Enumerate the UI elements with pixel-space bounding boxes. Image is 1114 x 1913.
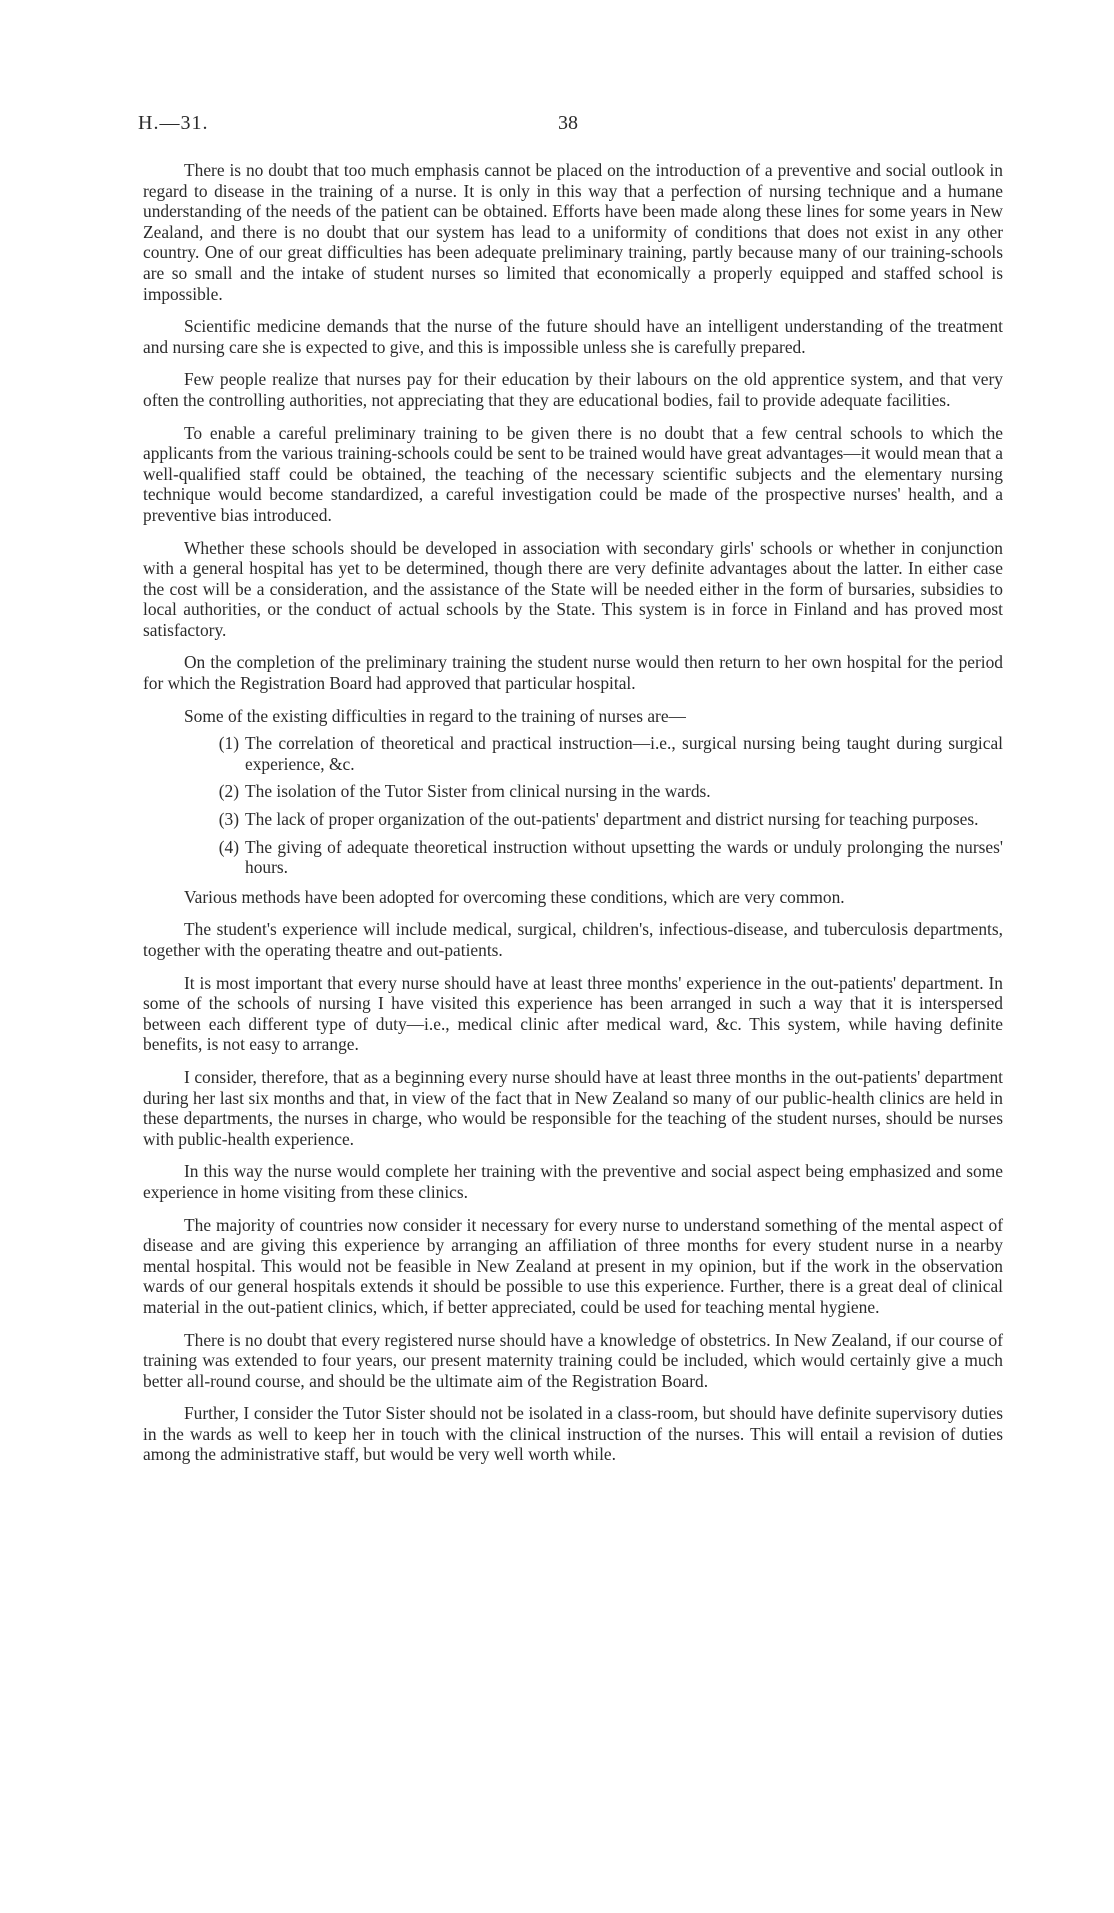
- document-reference: H.—31.: [138, 112, 209, 134]
- list-item-number: (3): [218, 809, 239, 830]
- list-item-text: The isolation of the Tutor Sister from clinical nursing in the wards.: [245, 781, 711, 802]
- list-item: [143, 809, 1003, 830]
- paragraph-mental-aspect: The majority of countries now consider it necessary for every nurse to understand something of the mental aspect of disease and are giving this experience by arranging an affiliation of three months for every student nurse in a nearby mental hospital. This would not be feasible in New Zealand at present in my opinion, but if the work in the observation wards of our general hospitals extends it should be possible to use this experience. Further, there is a great deal of clinical material in the out-patient clinics, which, if better appreciated, could be used for teaching mental hygiene.: [143, 1214, 1003, 1317]
- page-header: [138, 112, 998, 142]
- paragraph-student-experience: The student's experience will include medical, surgical, children's, infectious-disease, and tuberculosis departments, together with the operating theatre and out-patients.: [143, 919, 1003, 960]
- paragraph-completion-preliminary: On the completion of the preliminary training the student nurse would then return to her own hospital for the period for which the Registration Board had approved that particular hospital.: [143, 652, 1003, 694]
- page-number: 38: [558, 112, 578, 134]
- paragraph-preventive-aspect: In this way the nurse would complete her training with the preventive and social aspect being emphasized and some experience in home visiting from these clinics.: [143, 1161, 1003, 1202]
- difficulties-list: [143, 733, 1003, 878]
- paragraph-various-methods: Various methods have been adopted for overcoming these conditions, which are very common.: [184, 886, 845, 907]
- paragraph-difficulties-intro: Some of the existing difficulties in regard to the training of nurses are—: [184, 705, 686, 726]
- list-item: [143, 733, 1003, 774]
- paragraph-preventive-outlook: There is no doubt that too much emphasis cannot be placed on the introduction of a preventive and social outlook in regard to disease in the training of a nurse. It is only in this way that a perfection of nursing technique and a humane understanding of the needs of the patient can be obtained. Efforts have been made along these lines for some years in New Zealand, and there is no doubt that our system has lead to a uniformity of conditions that does not exist in any other country. One of our great difficulties has been adequate preliminary training, partly because many of our training-schools are so small and the intake of student nurses so limited that economically a properly equipped and staffed school is impossible.: [143, 160, 1003, 304]
- paragraph-obstetrics: There is no doubt that every registered nurse should have a knowledge of obstetrics. In New Zealand, if our course of training was extended to four years, our present maternity training could be included, which would certainly give a much better all-round course, and should be the ultimate aim of the Registration Board.: [143, 1329, 1003, 1391]
- list-item-text: The lack of proper organization of the out-patients' department and district nursing for teaching purposes.: [245, 809, 979, 830]
- paragraph-apprentice-system: Few people realize that nurses pay for their education by their labours on the old apprentice system, and that very often the controlling authorities, not appreciating that they are educational bodies, fail to provide adequate facilities.: [143, 369, 1003, 410]
- list-item: [143, 781, 1003, 802]
- list-item-text: The giving of adequate theoretical instruction without upsetting the wards or unduly prolonging the nurses' hours.: [245, 836, 1003, 878]
- paragraph-tutor-sister: Further, I consider the Tutor Sister should not be isolated in a class-room, but should have definite supervisory duties in the wards as well to keep her in touch with the clinical instruction of the nurses. This will entail a revision of duties among the administrative staff, but would be very well worth while.: [143, 1403, 1003, 1465]
- list-item-text: The correlation of theoretical and practical instruction—i.e., surgical nursing being taught during surgical experience, &c.: [245, 733, 1003, 774]
- list-item-number: (2): [218, 781, 239, 802]
- paragraph-out-patients-experience: It is most important that every nurse should have at least three months' experience in the out-patients' department. In some of the schools of nursing I have visited this experience has been arranged in such a way that it is interspersed between each different type of duty—i.e., medical clinic after medical ward, &c. This system, while having definite benefits, is not easy to arrange.: [143, 972, 1003, 1055]
- list-item-number: (4): [218, 836, 239, 857]
- paragraph-central-schools: To enable a careful preliminary training to be given there is no doubt that a few central schools to which the applicants from the various training-schools could be sent to be trained would have great advantages—it would mean that a well-qualified staff could be obtained, the teaching of the necessary scientific subjects and the elementary nursing technique would become standardized, a careful investigation could be made of the prospective nurses' health, and a preventive bias introduced.: [143, 422, 1003, 525]
- list-item: [143, 837, 1003, 878]
- document-body: [143, 160, 1003, 1477]
- paragraph-scientific-medicine: Scientific medicine demands that the nurse of the future should have an intelligent understanding of the treatment and nursing care she is expected to give, and this is impossible unless she is carefully prepared.: [143, 316, 1003, 357]
- paragraph-school-association: Whether these schools should be developed in association with secondary girls' schools or whether in conjunction with a general hospital has yet to be determined, though there are very definite advantages about the latter. In either case the cost will be a consideration, and the assistance of the State will be needed either in the form of bursaries, subsidies to local authorities, or the conduct of actual schools by the State. This system is in force in Finland and has proved most satisfactory.: [143, 537, 1003, 640]
- paragraph-three-months: I consider, therefore, that as a beginning every nurse should have at least three months in the out-patients' department during her last six months and that, in view of the fact that in New Zealand so many of our public-health clinics are held in these departments, the nurses in charge, who would be responsible for the teaching of the student nurses, should be nurses with public-health experience.: [143, 1066, 1003, 1149]
- list-item-number: (1): [218, 733, 239, 754]
